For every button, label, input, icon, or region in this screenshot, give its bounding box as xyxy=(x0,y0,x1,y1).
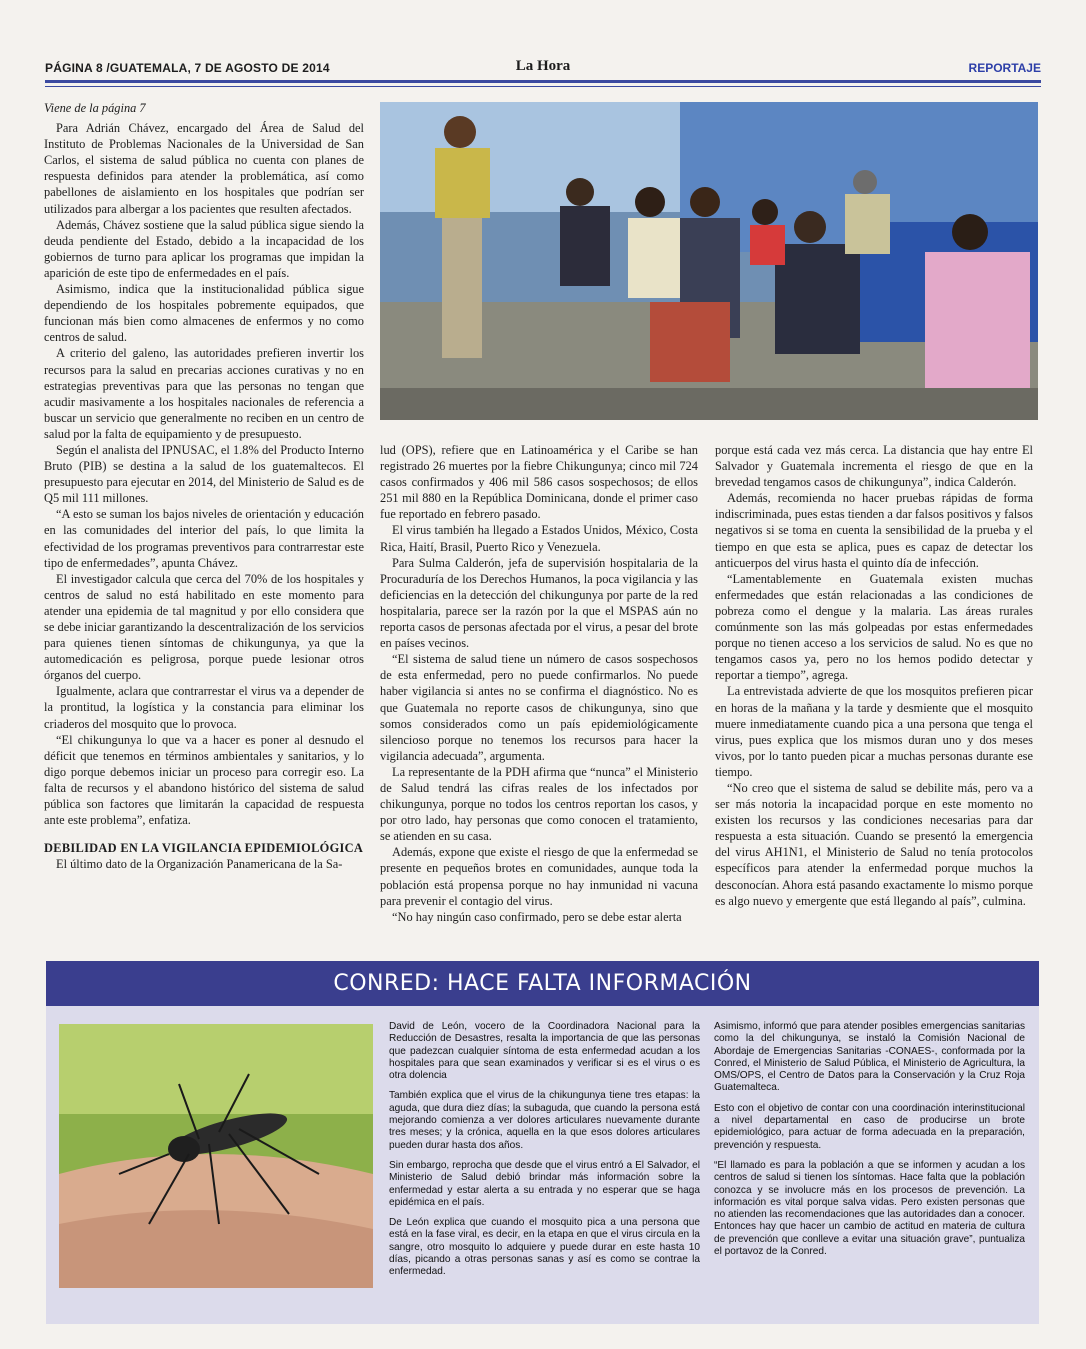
section-label: REPORTAJE xyxy=(968,61,1041,75)
paragraph: Según el analista del IPNUSAC, el 1.8% del Producto Interno Bruto (PIB) se destina a la salud de los guatemaltecos. El presupuesto para ejecutar en 2014, del Ministerio de Salud es de Q5 mil 111 millones. xyxy=(44,442,364,506)
paragraph: Igualmente, aclara que contrarrestar el virus va a depender de la prontitud, la logística y la constancia para eliminar los criaderos del mosquito que lo provoca. xyxy=(44,684,364,731)
paragraph: El último dato de la Organización Panamericana de la Sa- xyxy=(56,857,343,872)
paragraph: “Lamentablemente en Guatemala existen muchas enfermedades que están relacionadas a las condiciones de pobreza como el dengue y la malaria. Las áreas rurales comúnmente son las más golpeadas por estas enfermedades porque no tienen acceso a los servicios de salud. No es que no tengamos casos ya, pero no los hemos podido detectar y reportar a tiempo”, agrega. xyxy=(715,571,1033,683)
waiting-room-photo xyxy=(380,102,1038,420)
paragraph: De León explica que cuando el mosquito pica a una persona que está en la fase viral, es decir, en la etapa en que el virus circula en la sangre, otro mosquito lo adquiere y puede durar en este hasta 10 días, picando a otras personas sanas y así es como se contrae la enfermedad. xyxy=(389,1217,700,1278)
waiting-room-image xyxy=(380,102,1038,420)
paragraph: El virus también ha llegado a Estados Unidos, México, Costa Rica, Haití, Brasil, Puerto Rico y Venezuela. xyxy=(380,523,698,554)
sidebar-title: CONRED: HACE FALTA INFORMACIÓN xyxy=(46,961,1039,1006)
sidebar-column-1 xyxy=(389,1021,700,1287)
paragraph: Para Adrián Chávez, encargado del Área de Salud del Instituto de Problemas Nacionales de la Universidad de San Carlos, el sistema de salud pública no cuenta con planes de respuesta definidos para atender la problemática, así como pabellones de aislamiento en los hospitales que podrían ser utilizados para albergar a los pacientes que resulten afectados. xyxy=(44,121,364,216)
paragraph: A criterio del galeno, las autoridades prefieren invertir los recursos para la salud en precarias acciones curativas y no en estrategias preventivas para que las personas no tengan que acudir masivamente a los hospitales nacionales de referencia a buscar un servicio que generalmente no reciben en un centro de salud por la falta de equipamiento y de presupuesto. xyxy=(44,346,364,441)
masthead: La Hora xyxy=(515,58,571,74)
article-column-3 xyxy=(715,442,1033,909)
paragraph: Esto con el objetivo de contar con una coordinación interinstitucional a nivel departamental en caso de producirse un brote epidemiológico, para actuar de forma adecuada en la preparación, prevención y respuesta. xyxy=(714,1102,1025,1151)
paragraph: David de León, vocero de la Coordinadora Nacional para la Reducción de Desastres, resalta la importancia de que las personas que padezcan cualquier síntoma de esta enfermedad acudan a los hospitales para que sean examinados y verificar si es el virus o es otra dolencia xyxy=(389,1021,700,1082)
continued-note: Viene de la página 7 xyxy=(44,101,146,115)
page-header xyxy=(45,58,1041,80)
paragraph: “No hay ningún caso confirmado, pero se debe estar alerta xyxy=(392,909,682,924)
header-rule xyxy=(45,80,1041,83)
paragraph: “El llamado es para la población a que se informen y acudan a los centros de salud si tienen los síntomas. Hace falta que la población conozca y se involucre más en los procesos de prevención. La información es vital porque salva vidas. Pero existen personas que no atienden las recomendaciones que las autoridades dan a conocer. Entonces hay que hacer un cambio de actitud en materia de cultura de prevención que conlleve a evitar una situación grave”, puntualiza el portavoz de la Conred. xyxy=(714,1159,1025,1258)
subheading: DEBILIDAD EN LA VIGILANCIA EPIDEMIOLÓGICA xyxy=(44,841,364,856)
mosquito-photo xyxy=(59,1024,373,1288)
paragraph: Sin embargo, reprocha que desde que el virus entró a El Salvador, el Ministerio de Salud debió brindar más información sobre la enfermedad y estar alerta a su entrada y no esperar que se haga epidémica en el país. xyxy=(389,1159,700,1208)
article-column-2 xyxy=(380,442,698,925)
paragraph: porque está cada vez más cerca. La distancia que hay entre El Salvador y Guatemala incrementa el riesgo de que en la brevedad tengamos casos de chikungunya”, indica Calderón. xyxy=(715,443,1033,490)
page-folio: PÁGINA 8 /GUATEMALA, 7 DE AGOSTO DE 2014 xyxy=(45,61,330,75)
paragraph: “El sistema de salud tiene un número de casos sospechosos de esta enfermedad, pero no puede confirmarlos. No puede haber vigilancia si antes no se confirma el diagnóstico. No es que Guatemala no reporte casos de chikungunya, sino que somos considerados como un país epidemiológicamente silencioso porque no tenemos los recursos para hacer la vigilancia adecuada”, argumenta. xyxy=(380,652,698,763)
paragraph: La representante de la PDH afirma que “nunca” el Ministerio de Salud tendrá las cifras reales de los infectados por chikungunya, porque no todos los centros reportan los casos, y por otro lado, hay personas que como conocen el tratamiento, se atienden en su casa. xyxy=(380,764,698,844)
paragraph: Para Sulma Calderón, jefa de supervisión hospitalaria de la Procuraduría de los Derechos Humanos, la poca vigilancia y las deficiencias en la detección del chikungunya por parte de la red hospitalaria, parece ser la razón por la que el MSPAS aún no reporta casos de personas afectada por el virus, a pesar del brote en países vecinos. xyxy=(380,555,698,651)
mosquito-image xyxy=(59,1024,373,1288)
paragraph: “No creo que el sistema de salud se debilite más, pero va a ser más notoria la incapacidad porque en este momento no existen los recursos y las condiciones necesarias para dar respuesta a esta situación. Cuando se presentó la emergencia del virus AH1N1, el Ministerio de Salud no tenía protocolos específicos para atender la enfermedad porque muchos la desconocían. Ahora está pasando exactamente lo mismo porque es algo nuevo y emergente que está llegando al país”, culmina. xyxy=(715,780,1033,908)
paragraph: Además, expone que existe el riesgo de que la enfermedad se presente en pequeños brotes en comunidades, aunque toda la población está propensa porque no hay inmunidad ni vacuna para prevenir el contagio del virus. xyxy=(380,845,698,908)
paragraph: Asimismo, informó que para atender posibles emergencias sanitarias como la del chikungunya, se instaló la Comisión Nacional de Abordaje de Emergencias Sanitarias -CONAES-, conformada por la Conred, el Ministerio de Salud Pública, el Ministerio de Agricultura, la OMS/OPS, el Centro de Datos para la Conservación y la Cruz Roja Guatemalteca. xyxy=(714,1021,1025,1094)
paragraph: “A esto se suman los bajos niveles de orientación y educación en las comunidades del interior del país, lo que limita la efectividad de los programas preventivos para contrarrestar este tipo de enfermedades”, apunta Chávez. xyxy=(44,507,364,570)
paragraph: También explica que el virus de la chikungunya tiene tres etapas: la aguda, que dura diez días; la subaguda, que cuando la persona está mejorando comienza a ver dolores articulares nuevamente durante tres meses; y la crónica, aquella en la que esos dolores articulares pueden durar hasta dos años. xyxy=(389,1090,700,1151)
paragraph: Además, recomienda no hacer pruebas rápidas de forma indiscriminada, pues estas tienden a dar falsos positivos y falsos negativos si se toma en cuenta la sensibilidad de la prueba y el tiempo en que esta se aplica, pues es capaz de detectar los anticuerpos del virus hasta el quinto día de infección. xyxy=(715,491,1033,570)
paragraph: “El chikungunya lo que va a hacer es poner al desnudo el déficit que tenemos en términos ambientales y sanitarios, y lo digo porque debemos iniciar un proceso para corregir eso. La falta de recursos y el abandono histórico del sistema de salud pública son factores que limitarán la capacidad de respuesta ante este problema”, enfatiza. xyxy=(44,732,364,828)
sidebar-column-2 xyxy=(714,1021,1025,1266)
header-rule-thin xyxy=(45,86,1041,87)
article-column-1 xyxy=(44,100,364,872)
paragraph: lud (OPS), refiere que en Latinoamérica y el Caribe se han registrado 26 muertes por la fiebre Chikungunya; cinco mil 724 casos confirmados y 406 mil 586 casos sospechosos; de ellos 251 mil 880 en la República Dominicana, donde el primer caso fue reportado en febrero pasado. xyxy=(380,443,698,522)
paragraph: La entrevistada advierte de que los mosquitos prefieren picar en horas de la mañana y la tarde y desmiente que el mosquito muere inmediatamente cuando pica a una persona que tenga el virus, pues explica que los mismos duran uno y dos meses vivos, por lo tanto pueden picar a muchas personas durante ese tiempo. xyxy=(715,684,1033,779)
paragraph: Asimismo, indica que la institucionalidad pública sigue dependiendo de los hospitales pobremente equipados, que funcionan más bien como almacenes de enfermos y no como centros de salud. xyxy=(44,282,364,345)
paragraph: Además, Chávez sostiene que la salud pública sigue siendo la deuda pendiente del Estado, debido a la incapacidad de los gobiernos de turno para aplicar los programas que impidan la aparición de este tipo de enfermedades en el país. xyxy=(44,217,364,280)
paragraph: El investigador calcula que cerca del 70% de los hospitales y centros de salud no está habilitado en este momento para atender una epidemia de tal magnitud y por ello considera que se debe iniciar garantizando la descentralización de los servicios para quienes tienen síntomas de chikungunya, ya que la automedicación es peligrosa, porque puede lesionar otros órganos del cuerpo. xyxy=(44,571,364,683)
